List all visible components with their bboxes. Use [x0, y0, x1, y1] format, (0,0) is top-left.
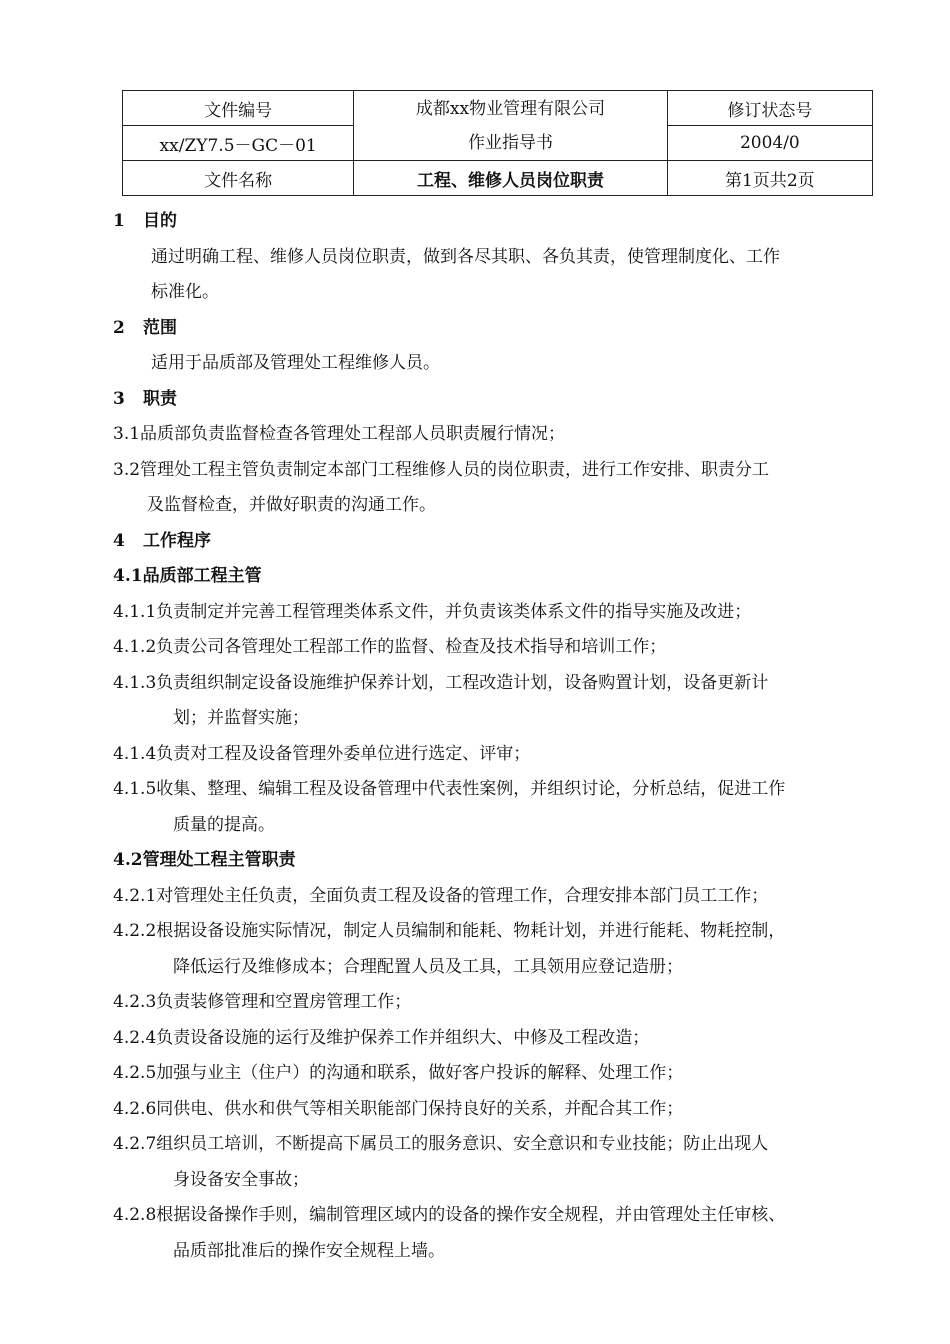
list-item: 3.2管理处工程主管负责制定本部门工程维修人员的岗位职责，进行工作安排、职责分工 — [113, 459, 770, 480]
section-title: 职责 — [143, 388, 177, 409]
subsection-heading: 4.1品质部工程主管 — [113, 566, 262, 586]
list-item: 4.1.4负责对工程及设备管理外委单位进行选定、评审； — [113, 743, 531, 764]
list-item: 4.2.7组织员工培训，不断提高下属员工的服务意识、安全意识和专业技能；防止出现人 — [113, 1134, 769, 1154]
section-title: 目的 — [143, 211, 177, 231]
list-item: 4.2.1对管理处主任负责，全面负责工程及设备的管理工作，合理安排本部门员工工作； — [113, 885, 769, 906]
company-name: 成都xx物业管理有限公司 — [415, 98, 606, 119]
section-heading — [113, 382, 883, 418]
list-item: 4.1.5收集、整理、编辑工程及设备管理中代表性案例，并组织讨论，分析总结，促进工作 — [113, 779, 786, 799]
revision-value: 2004/0 — [667, 126, 872, 161]
doc-title: 工程、维修人员岗位职责 — [354, 161, 667, 196]
list-item: 4.2.4负责设备设施的运行及维护保养工作并组织大、中修及工程改造； — [113, 1027, 650, 1048]
paragraph-line: 标准化。 — [151, 282, 219, 302]
list-item: 4.1.1负责制定并完善工程管理类体系文件，并负责该类体系文件的指导实施及改进； — [113, 601, 752, 622]
section-heading — [113, 311, 883, 347]
section-title: 工作程序 — [143, 530, 211, 551]
section-heading — [113, 524, 883, 560]
paragraph-line: 通过明确工程、维修人员岗位职责，做到各尽其职、各负其责，使管理制度化、工作 — [151, 246, 780, 267]
section-heading — [113, 204, 883, 240]
section-title: 范围 — [143, 317, 177, 338]
document-header-table — [122, 90, 873, 196]
section-number: 3 — [113, 388, 125, 409]
file-no-label: 文件编号 — [123, 91, 354, 126]
list-item: 4.1.2负责公司各管理处工程部工作的监督、检查及技术指导和培训工作； — [113, 637, 667, 657]
list-item: 4.1.3负责组织制定设备设施维护保养计划，工程改造计划，设备购置计划，设备更新计 — [113, 672, 769, 693]
file-name-label: 文件名称 — [123, 161, 354, 196]
paragraph-line: 适用于品质部及管理处工程维修人员。 — [151, 353, 440, 373]
subsection-heading: 4.2管理处工程主管职责 — [113, 850, 296, 870]
doc-type: 作业指导书 — [468, 132, 553, 153]
list-item: 4.2.3负责装修管理和空置房管理工作； — [113, 992, 412, 1012]
list-item-continuation: 划；并监督实施； — [173, 708, 309, 728]
header-row-1 — [123, 91, 873, 126]
list-item-continuation: 品质部批准后的操作安全规程上墙。 — [173, 1240, 445, 1261]
section-number: 1 — [113, 211, 125, 231]
revision-label: 修订状态号 — [667, 91, 872, 126]
list-item: 4.2.8根据设备操作手则，编制管理区域内的设备的操作安全规程，并由管理处主任审核、 — [113, 1205, 786, 1225]
page-info: 第1页共2页 — [667, 161, 872, 196]
document-body — [113, 204, 883, 1269]
list-item: 4.2.6同供电、供水和供气等相关职能部门保持良好的关系，并配合其工作； — [113, 1098, 684, 1119]
list-item-continuation: 降低运行及维修成本；合理配置人员及工具，工具领用应登记造册； — [173, 956, 683, 977]
company-cell — [354, 91, 667, 161]
list-item: 3.1品质部负责监督检查各管理处工程部人员职责履行情况； — [113, 424, 566, 444]
list-item: 4.2.5加强与业主（住户）的沟通和联系，做好客户投诉的解释、处理工作； — [113, 1063, 684, 1083]
list-item-continuation: 及监督检查，并做好职责的沟通工作。 — [147, 495, 436, 515]
header-row-3 — [123, 161, 873, 196]
list-item-continuation: 质量的提高。 — [173, 814, 275, 835]
file-no-value: xx/ZY7.5－GC－01 — [123, 126, 354, 161]
section-number: 2 — [113, 317, 125, 338]
list-item: 4.2.2根据设备设施实际情况，制定人员编制和能耗、物耗计划，并进行能耗、物耗控制， — [113, 921, 786, 941]
section-number: 4 — [113, 530, 125, 551]
list-item-continuation: 身设备安全事故； — [173, 1169, 309, 1190]
